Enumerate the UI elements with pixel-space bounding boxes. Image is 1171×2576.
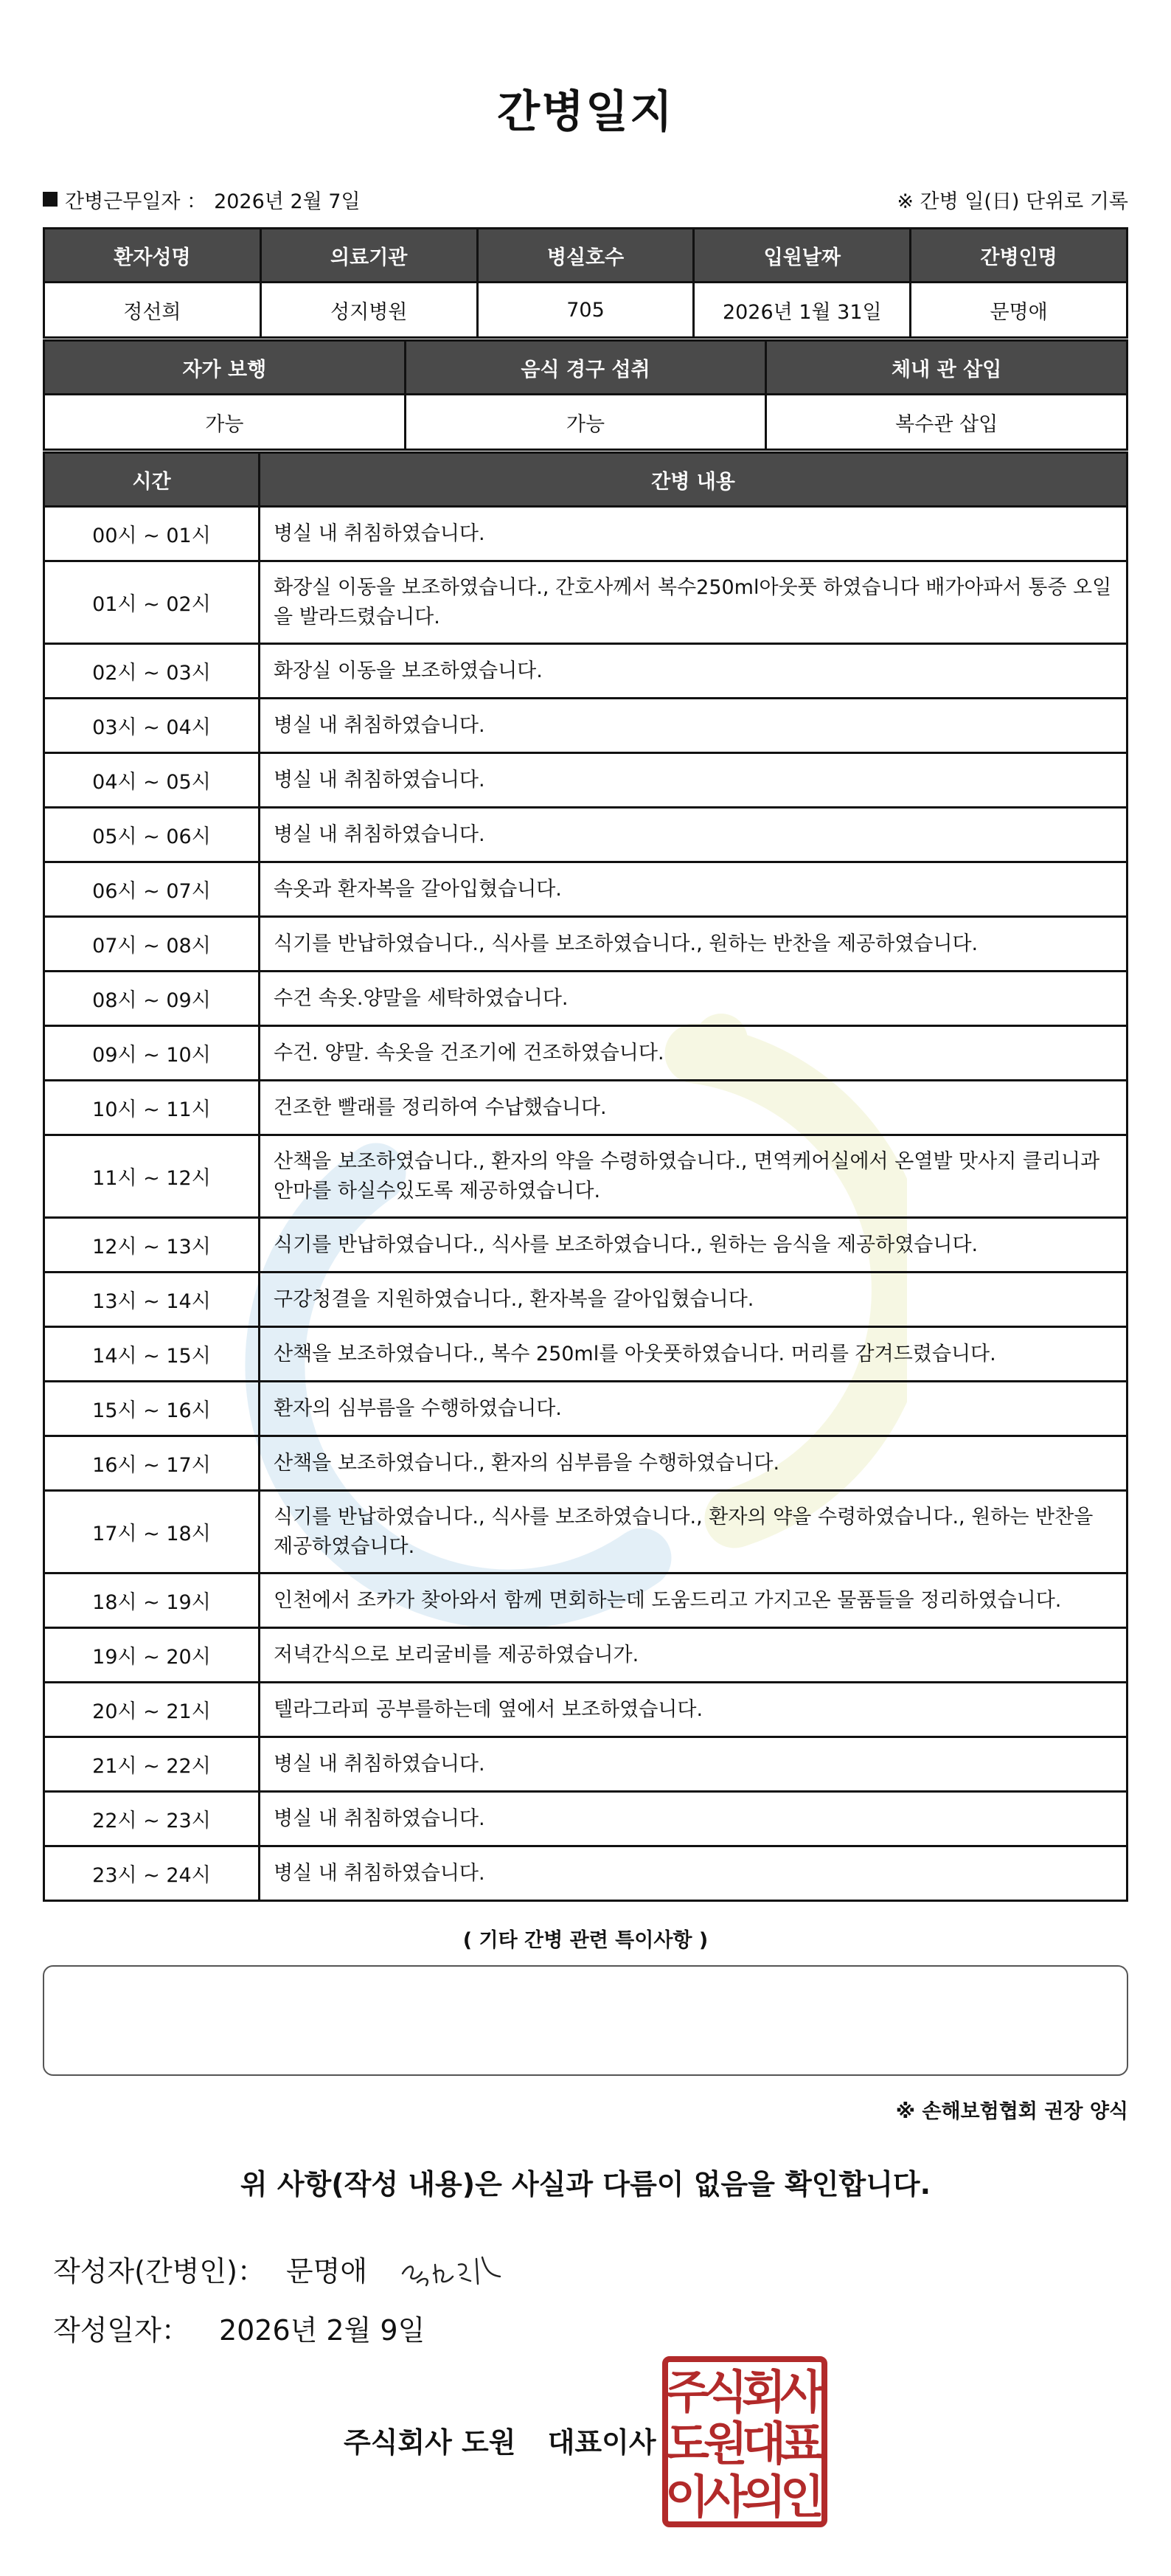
unit-note: ※ 간병 일(日) 단위로 기록 [897, 190, 1128, 213]
written-date-label: 작성일자： [53, 2314, 190, 2347]
time-slot: 13시 ~ 14시 [44, 1273, 260, 1327]
care-content: 식기를 반납하였습니다., 식사를 보조하였습니다., 원하는 반찬을 제공하였습니다. [260, 917, 1127, 972]
header-tube-insertion: 체내 관 삽입 [766, 341, 1127, 395]
time-slot: 16시 ~ 17시 [44, 1436, 260, 1491]
table-row [44, 862, 1127, 917]
header-time: 시간 [44, 453, 260, 507]
care-content: 속옷과 환자복을 갈아입혔습니다. [260, 862, 1127, 917]
care-content: 건조한 빨래를 정리하여 수납했습니다. [260, 1081, 1127, 1135]
time-slot: 19시 ~ 20시 [44, 1628, 260, 1683]
header-self-walking: 자가 보행 [44, 341, 406, 395]
oral-intake-value: 가능 [405, 395, 766, 450]
svg-text:인: 인 [780, 2470, 824, 2524]
table-row [44, 808, 1127, 862]
care-content: 인천에서 조카가 찾아와서 함께 면회하는데 도움드리고 가지고온 물품들을 정리하였습니다. [260, 1573, 1127, 1628]
svg-text:식: 식 [703, 2365, 748, 2419]
care-content: 수건. 양말. 속옷을 건조기에 건조하였습니다. [260, 1026, 1127, 1081]
care-content: 병실 내 취침하였습니다. [260, 1846, 1127, 1901]
time-slot: 18시 ~ 19시 [44, 1573, 260, 1628]
time-slot: 05시 ~ 06시 [44, 808, 260, 862]
time-slot: 01시 ~ 02시 [44, 561, 260, 644]
table-row [44, 917, 1127, 972]
care-content: 병실 내 취침하였습니다. [260, 699, 1127, 753]
table-row [44, 1218, 1127, 1273]
svg-text:원: 원 [703, 2417, 748, 2471]
time-slot: 15시 ~ 16시 [44, 1382, 260, 1436]
table-row [44, 1026, 1127, 1081]
svg-text:표: 표 [780, 2417, 824, 2471]
time-slot: 23시 ~ 24시 [44, 1846, 260, 1901]
table-row [44, 1382, 1127, 1436]
care-content: 병실 내 취침하였습니다. [260, 753, 1127, 808]
caregiver-name: 문명애 [911, 283, 1127, 338]
company-name: 주식회사 도원 [344, 2426, 516, 2459]
care-content: 병실 내 취침하였습니다. [260, 1737, 1127, 1792]
header-care-content: 간병 내용 [260, 453, 1127, 507]
time-slot: 09시 ~ 10시 [44, 1026, 260, 1081]
table-row [44, 1792, 1127, 1846]
writer-name: 문명애 [285, 2254, 368, 2288]
svg-text:주: 주 [665, 2365, 709, 2419]
table-row [44, 1436, 1127, 1491]
time-slot: 07시 ~ 08시 [44, 917, 260, 972]
table-row [44, 561, 1127, 644]
notes-box[interactable] [43, 1965, 1128, 2076]
hospital-name: 성지병원 [260, 283, 477, 338]
header-oral-intake: 음식 경구 섭취 [405, 341, 766, 395]
care-content: 식기를 반납하였습니다., 식사를 보조하였습니다., 환자의 약을 수령하였습니다., 원하는 반찬을 제공하였습니다. [260, 1491, 1127, 1573]
confirm-statement: 위 사항(작성 내용)은 사실과 다름이 없음을 확인합니다. [240, 2168, 931, 2201]
care-log-rows [44, 507, 1127, 1901]
time-slot: 17시 ~ 18시 [44, 1491, 260, 1573]
table-row [44, 1737, 1127, 1792]
table-row [44, 699, 1127, 753]
care-content: 텔라그라피 공부를하는데 옆에서 보조하였습니다. [260, 1683, 1127, 1737]
work-date-label: 간병근무일자 ： [65, 190, 207, 213]
handwritten-signature [397, 2243, 507, 2294]
header-admission-date: 입원날짜 [694, 229, 911, 283]
care-content: 산책을 보조하였습니다., 환자의 약을 수령하였습니다., 면역케어실에서 온열발 맛사지 클리니과 안마를 하실수있도록 제공하였습니다. [260, 1135, 1127, 1218]
header-room-number: 병실호수 [477, 229, 694, 283]
table-row [44, 1327, 1127, 1382]
table-row [44, 644, 1127, 699]
header-patient-name: 환자성명 [44, 229, 261, 283]
patient-status-table [43, 339, 1128, 451]
care-content: 병실 내 취침하였습니다. [260, 1792, 1127, 1846]
table-row [44, 1846, 1127, 1901]
self-walking-value: 가능 [44, 395, 406, 450]
table-row [44, 1135, 1127, 1218]
svg-text:이: 이 [665, 2470, 709, 2524]
table-row [44, 507, 1127, 561]
time-slot: 06시 ~ 07시 [44, 862, 260, 917]
table-row [44, 1573, 1127, 1628]
work-date-value: 2026년 2월 7일 [214, 190, 361, 213]
care-content: 화장실 이동을 보조하였습니다., 간호사께서 복수250ml아웃풋 하였습니다 배가아파서 통증 오일을 발라드렸습니다. [260, 561, 1127, 644]
svg-text:의: 의 [742, 2470, 786, 2524]
care-content: 환자의 심부름을 수행하였습니다. [260, 1382, 1127, 1436]
care-content: 구강청결을 지원하였습니다., 환자복을 갈아입혔습니다. [260, 1273, 1127, 1327]
svg-text:대: 대 [742, 2417, 786, 2471]
written-date-value: 2026년 2월 9일 [218, 2314, 425, 2347]
time-slot: 08시 ~ 09시 [44, 972, 260, 1026]
square-bullet-icon [43, 192, 58, 207]
table-row [44, 1628, 1127, 1683]
work-date-line [43, 184, 1128, 214]
time-slot: 21시 ~ 22시 [44, 1737, 260, 1792]
time-slot: 10시 ~ 11시 [44, 1081, 260, 1135]
patient-name: 정선희 [44, 283, 261, 338]
time-slot: 12시 ~ 13시 [44, 1218, 260, 1273]
care-content: 병실 내 취침하였습니다. [260, 808, 1127, 862]
time-slot: 14시 ~ 15시 [44, 1327, 260, 1382]
svg-text:도: 도 [665, 2417, 709, 2471]
company-line [344, 2420, 656, 2460]
written-date-line [53, 2307, 425, 2348]
table-row [44, 972, 1127, 1026]
tube-insertion-value: 복수관 삽입 [766, 395, 1127, 450]
svg-text:사: 사 [703, 2470, 748, 2524]
care-content: 수건 속옷.양말을 세탁하였습니다. [260, 972, 1127, 1026]
svg-text:회: 회 [742, 2365, 786, 2419]
time-slot: 02시 ~ 03시 [44, 644, 260, 699]
care-content: 산책을 보조하였습니다., 복수 250ml를 아웃풋하였습니다. 머리를 감겨드렸습니다. [260, 1327, 1127, 1382]
room-number: 705 [477, 283, 694, 338]
writer-line [53, 2243, 507, 2294]
time-slot: 00시 ~ 01시 [44, 507, 260, 561]
header-caregiver-name: 간병인명 [911, 229, 1127, 283]
time-slot: 20시 ~ 21시 [44, 1683, 260, 1737]
time-slot: 04시 ~ 05시 [44, 753, 260, 808]
care-content: 화장실 이동을 보조하였습니다. [260, 644, 1127, 699]
table-row [44, 753, 1127, 808]
time-slot: 11시 ~ 12시 [44, 1135, 260, 1218]
table-row [44, 1081, 1127, 1135]
notes-title: ( 기타 간병 관련 특이사항 ) [462, 1929, 709, 1952]
care-content: 병실 내 취침하였습니다. [260, 507, 1127, 561]
patient-info-table [43, 227, 1128, 339]
table-row [44, 1273, 1127, 1327]
ceo-title: 대표이사 [547, 2426, 656, 2459]
svg-text:사: 사 [780, 2365, 824, 2419]
document-title: 간병일지 [497, 86, 674, 138]
table-row [44, 1683, 1127, 1737]
care-content: 식기를 반납하였습니다., 식사를 보조하였습니다., 원하는 음식을 제공하였습니다. [260, 1218, 1127, 1273]
admission-date: 2026년 1월 31일 [694, 283, 911, 338]
form-note: ※ 손해보험협회 권장 양식 [895, 2100, 1128, 2123]
company-seal-stamp [662, 2356, 827, 2527]
table-row [44, 1491, 1127, 1573]
time-slot: 03시 ~ 04시 [44, 699, 260, 753]
header-hospital: 의료기관 [260, 229, 477, 283]
writer-label: 작성자(간병인)： [53, 2254, 265, 2288]
care-log-table [43, 451, 1128, 1902]
time-slot: 22시 ~ 23시 [44, 1792, 260, 1846]
care-content: 산책을 보조하였습니다., 환자의 심부름을 수행하였습니다. [260, 1436, 1127, 1491]
care-content: 저녁간식으로 보리굴비를 제공하였습니가. [260, 1628, 1127, 1683]
